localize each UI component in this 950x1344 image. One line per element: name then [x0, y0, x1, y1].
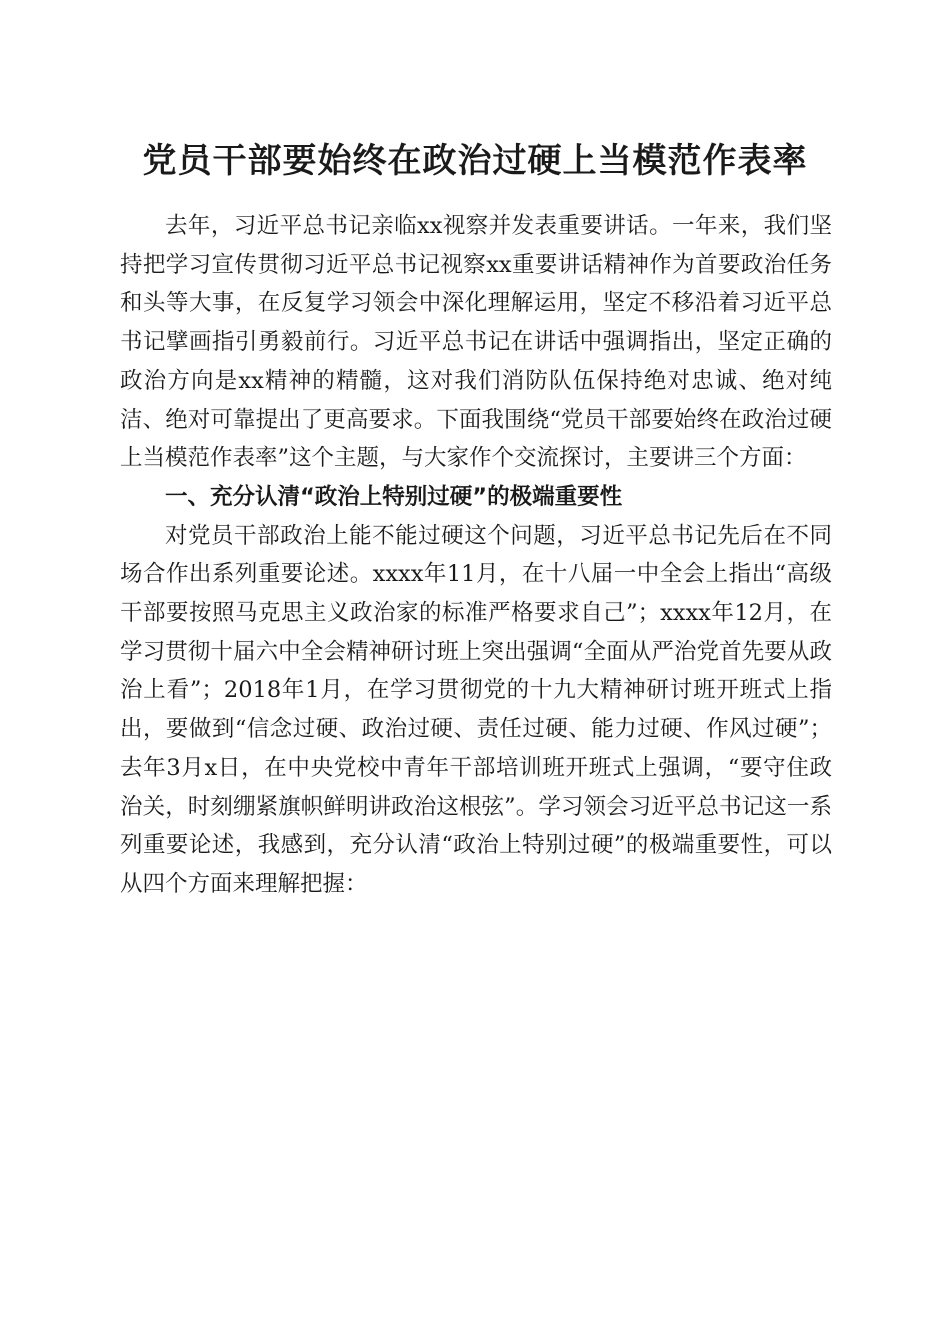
section-paragraph: 对党员干部政治上能不能过硬这个问题，习近平总书记先后在不同场合作出系列重要论述。xxxx年11月，在十八届一中全会上指出“高级干部要按照马克思主义政治家的标准严格要求自己”；xxxx年12月，在学习贯彻十届六中全会精神研讨班上突出强调“全面从严治党首先要从政治上看”；2018年1月，在学习贯彻党的十九大精神研讨班开班式上指出，要做到“信念过硬、政治过硬、责任过硬、能力过硬、作风过硬”；去年3月x日，在中央党校中青年干部培训班开班式上强调，“要守住政治关，时刻绷紧旗帜鲜明讲政治这根弦”。学习领会习近平总书记这一系列重要论述，我感到，充分认清“政治上特别过硬”的极端重要性，可以从四个方面来理解把握：	[120, 522, 832, 897]
section-heading: 一、充分认清“政治上特别过硬”的极端重要性	[165, 483, 623, 510]
page-title: 党员干部要始终在政治过硬上当模范作表率	[142, 141, 808, 181]
intro-paragraph: 去年，习近平总书记亲临xx视察并发表重要讲话。一年来，我们坚持把学习宣传贯彻习近平总书记视察xx重要讲话精神作为首要政治任务和头等大事，在反复学习领会中深化理解运用，坚定不移沿着习近平总书记擘画指引勇毅前行。习近平总书记在讲话中强调指出，坚定正确的政治方向是xx精神的精髓，这对我们消防队伍保持绝对忠诚、绝对纯洁、绝对可靠提出了更高要求。下面我围绕“党员干部要始终在政治过硬上当模范作表率”这个主题，与大家作个交流探讨，主要讲三个方面：	[120, 213, 832, 472]
document-body	[120, 207, 832, 904]
